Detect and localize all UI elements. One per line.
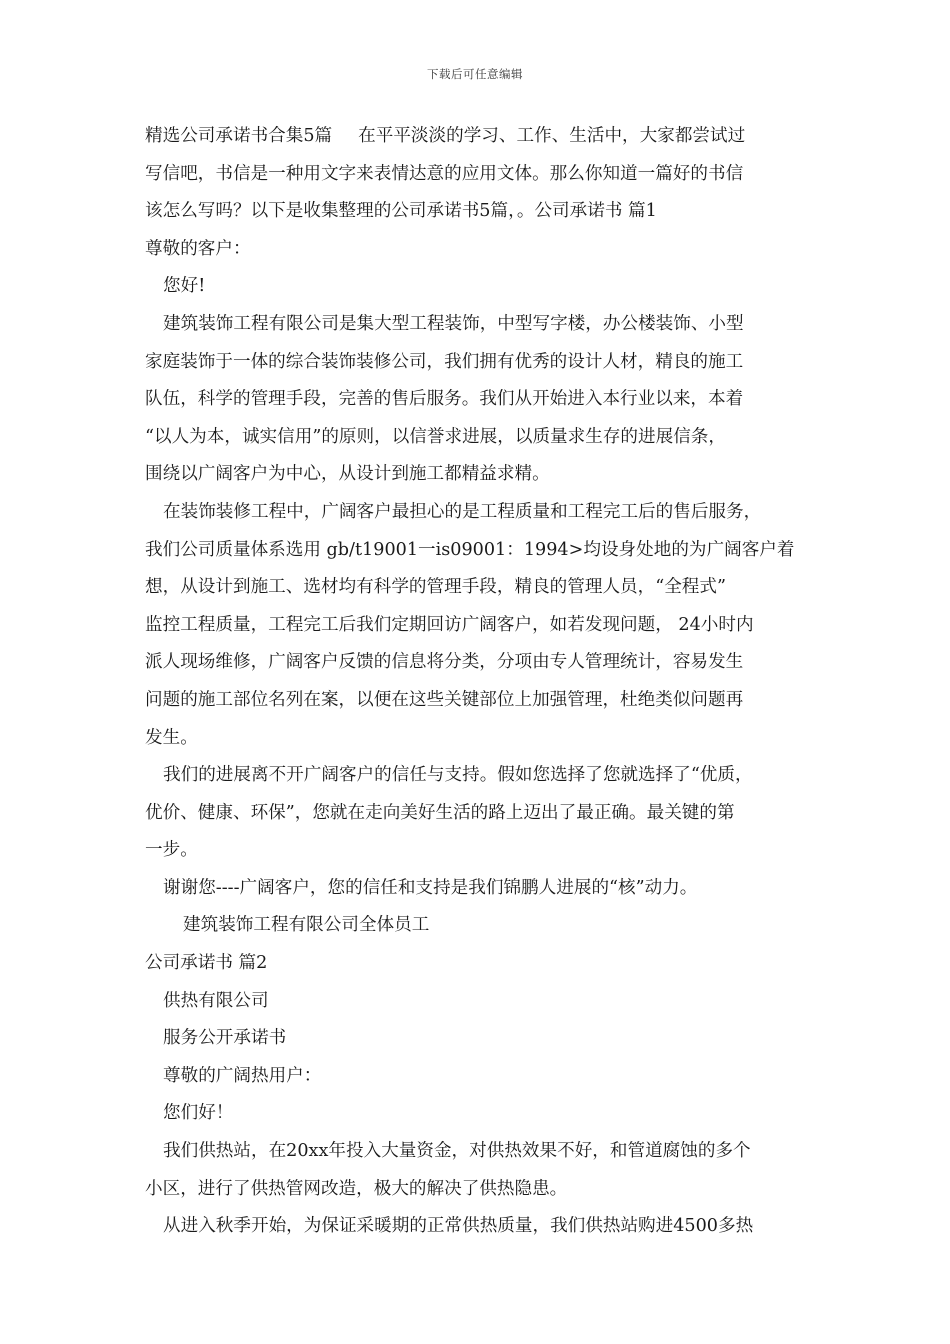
document-line: 建筑装饰工程有限公司是集大型工程装饰，中型写字楼，办公楼装饰、小型 bbox=[163, 313, 744, 334]
document-line: 一步。 bbox=[145, 840, 198, 861]
signature: 建筑装饰工程有限公司全体员工 bbox=[183, 915, 430, 936]
document-line: 小区，进行了供热管网改造，极大的解决了供热隐患。 bbox=[145, 1178, 568, 1199]
document-line: 问题的施工部位名列在案，以便在这些关键部位上加强管理，杜绝类似问题再 bbox=[145, 689, 744, 710]
subtitle: 服务公开承诺书 bbox=[163, 1028, 287, 1049]
document-line: 该怎么写吗？以下是收集整理的公司承诺书5篇，。公司承诺书 篇1 bbox=[145, 201, 657, 222]
document-line: 围绕以广阔客户为中心，从设计到施工都精益求精。 bbox=[145, 464, 550, 485]
document-line: 在装饰装修工程中，广阔客户最担心的是工程质量和工程完工后的售后服务， bbox=[163, 501, 762, 522]
document-line: 谢谢您----广阔客户，您的信任和支持是我们锦鹏人进展的“核”动力。 bbox=[163, 877, 698, 898]
document-line: 优价、健康、环保”，您就在走向美好生活的路上迈出了最正确。最关键的第 bbox=[145, 802, 735, 823]
document-body bbox=[145, 118, 815, 1246]
salutation: 尊敬的客户： bbox=[145, 238, 251, 259]
document-line: 我们公司质量体系选用 gb/t19001一is09001：1994>均设身处地的为广阔客户着 bbox=[145, 539, 795, 560]
document-line: 想，从设计到施工、选材均有科学的管理手段，精良的管理人员，“全程式” bbox=[145, 577, 726, 598]
document-line: “以人为本，诚实信用”的原则，以信誉求进展，以质量求生存的进展信条， bbox=[145, 426, 726, 447]
document-line: 监控工程质量，工程完工后我们定期回访广阔客户，如若发现问题， 24小时内 bbox=[145, 614, 754, 635]
document-line: 家庭装饰于一体的综合装饰装修公司，我们拥有优秀的设计人材，精良的施工 bbox=[145, 351, 744, 372]
document-line: 我们供热站，在20xx年投入大量资金，对供热效果不好，和管道腐蚀的多个 bbox=[163, 1141, 751, 1162]
greeting: 您们好！ bbox=[163, 1103, 234, 1124]
document-line: 我们的进展离不开广阔客户的信任与支持。假如您选择了您就选择了“优质， bbox=[163, 765, 753, 786]
section-heading: 公司承诺书 篇2 bbox=[145, 953, 268, 974]
document-line: 发生。 bbox=[145, 727, 198, 748]
document-title: 精选公司承诺书合集5篇 bbox=[145, 126, 333, 146]
intro-text: 在平平淡淡的学习、工作、生活中，大家都尝试过 bbox=[358, 126, 746, 146]
document-line: 队伍，科学的管理手段，完善的售后服务。我们从开始进入本行业以来，本着 bbox=[145, 389, 744, 410]
company-name: 供热有限公司 bbox=[163, 990, 269, 1011]
document-line: 派人现场维修，广阔客户反馈的信息将分类，分项由专人管理统计，容易发生 bbox=[145, 652, 744, 673]
document-line: 从进入秋季开始，为保证采暖期的正常供热质量，我们供热站购进4500多热 bbox=[163, 1216, 754, 1237]
salutation: 尊敬的广阔热用户： bbox=[163, 1065, 322, 1086]
greeting: 您好! bbox=[163, 276, 206, 297]
document-line bbox=[145, 118, 815, 156]
header-note: 下载后可任意编辑 bbox=[427, 67, 523, 81]
document-line: 写信吧，书信是一种用文字来表情达意的应用文体。那么你知道一篇好的书信 bbox=[145, 163, 744, 184]
